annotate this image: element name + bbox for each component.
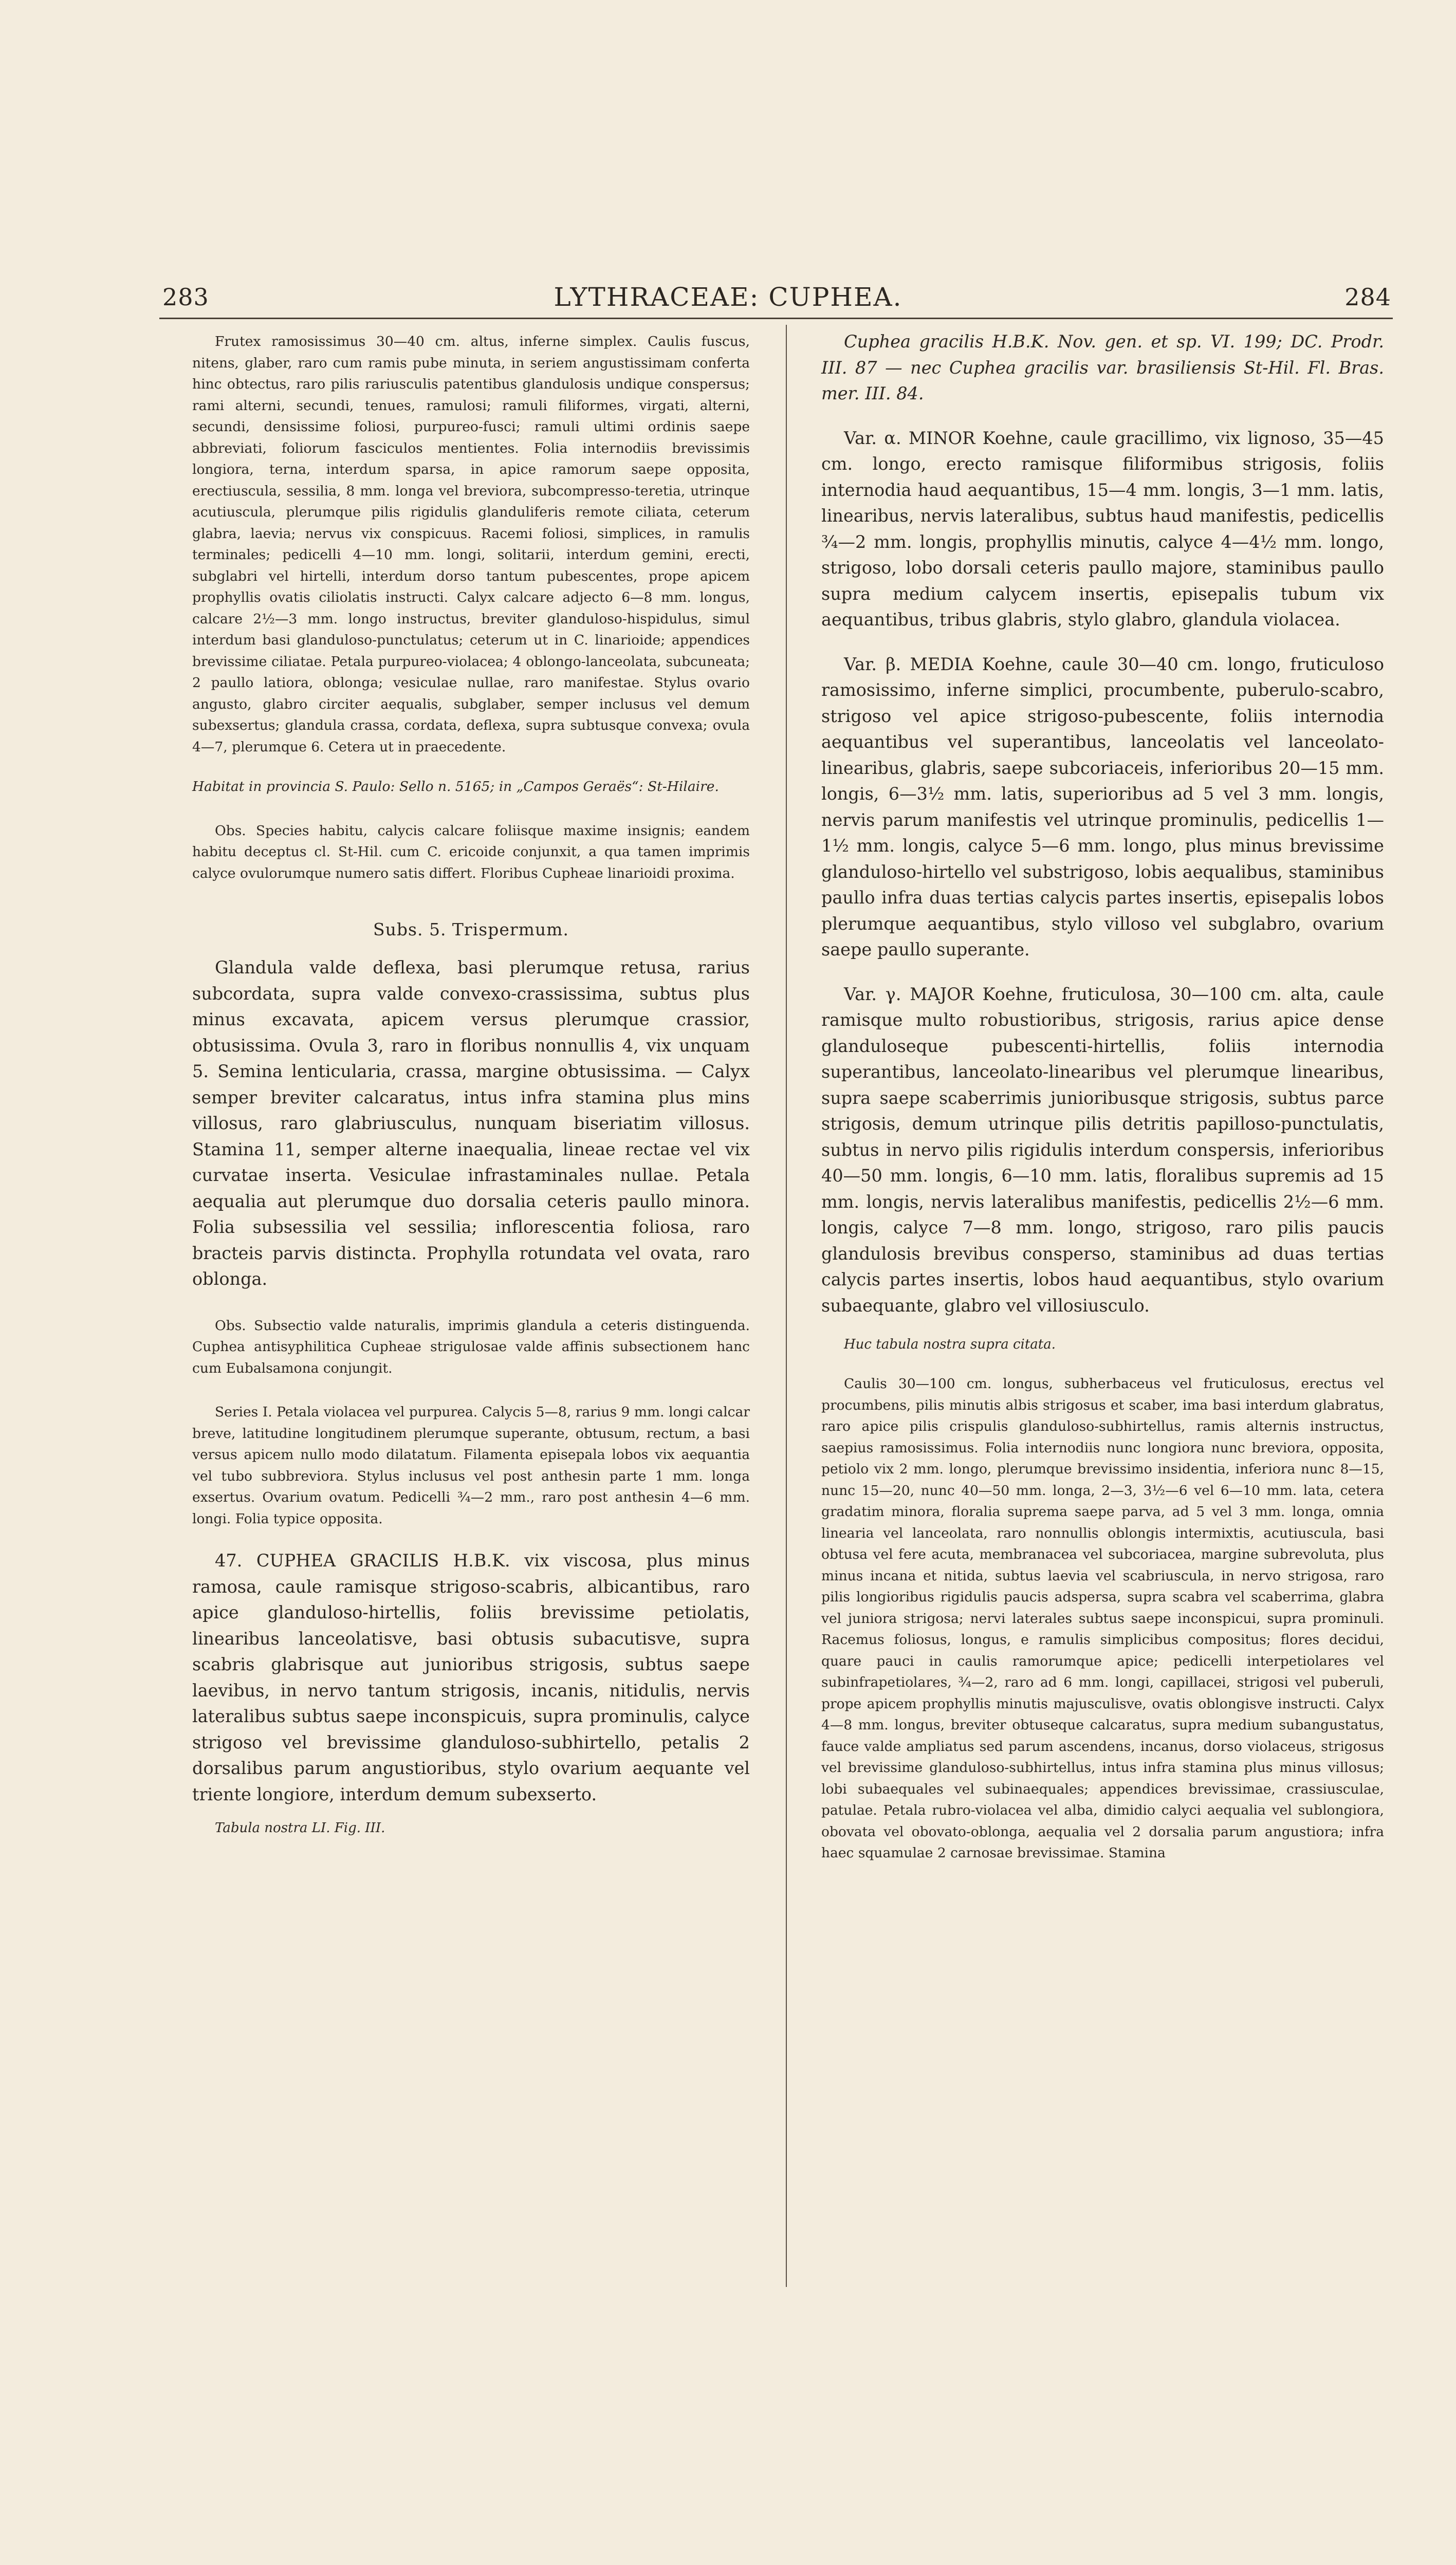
subsection-observation: Obs. Subsectio valde naturalis, imprimis glandula a ceteris distinguenda. Cuphea antisyphilitica Cupheae strigulosae valde affinis subsectionem hanc cum Eubalsamona conjungit. (192, 1317, 750, 1376)
page-number-right: 284 (1344, 283, 1391, 311)
header-rule (159, 318, 1393, 319)
general-description: Caulis 30—100 cm. longus, subherbaceus vel fruticulosus, erectus vel procumbens, pilis minutis albis strigosus et scaber, ima basi interdum glabratus, raro apice pilis crispulis glanduloso-subhirtellus, ramis alternis instructus, saepius ramosissimus. Folia internodiis nunc longiora nunc breviora, opposita, petiolo vix 2 mm. longo, plerumque brevissimo insidentia, inferiora nunc 8—15, nunc 15—20, nunc 40—50 mm. longa, 2—3, 3½—6 vel 6—10 mm. lata, cetera gradatim minora, floralia suprema saepe parva, ad 5 vel 3 mm. longa, omnia linearia vel lanceolata, raro nonnullis oblongis intermixtis, acutiuscula, basi obtusa vel fere acuta, membranacea vel subcoriacea, margine subrevoluta, plus minus incana et nitida, subtus laevia vel scabriuscula, in nervo strigosa, raro pilis longioribus rigidulis paucis adspersa, supra scabra vel scaberrima, glabra vel juniora strigosa; nervi laterales subtus saepe inconspicui, supra prominuli. Racemus foliosus, longus, e ramulis simplicibus compositus; flores decidui, quare pauci in caulis ramorumque apice; pedicelli interpetiolares vel subinfrapetiolares, ¾—2, raro ad 6 mm. longi, capillacei, strigosi vel puberuli, prope apicem prophyllis minutis majusculisve, ovatis oblongisve instructi. Calyx 4—8 mm. longus, breviter obtuseque calcaratus, supra medium subangustatus, fauce valde ampliatus sed parum ascendens, incanus, dorso violaceus, strigosus vel brevissime glanduloso-subhirtellus, intus infra stamina plus minus villosus; lobi subaequales vel subinaequales; appendices brevissimae, crassiusculae, patulae. Petala rubro-violacea vel alba, dimidio calyci aequalia vel sublongiora, obovata vel obovato-oblonga, aequalia vel 2 dorsalia parum angustiora; infra haec squamulae 2 carnosae brevissimae. Stamina (821, 1376, 1384, 1861)
species-diagnosis: 47. CUPHEA GRACILIS H.B.K. vix viscosa, plus minus ramosa, caule ramisque strigoso-scabris, albicantibus, raro apice glanduloso-hirtellis, foliis brevissime petiolatis, linearibus lanceolatisve, basi obtusis subacutisve, supra scabris glabrisque aut junioribus strigosis, subtus saepe laevibus, in nervo tantum strigosis, incanis, nitidulis, nervis lateralibus subtus saepe inconspicuis, supra prominulis, calyce strigoso vel brevissime glanduloso-subhirtello, petalis 2 dorsalibus parum angustioribus, stylo ovarium aequante vel triente longiore, interdum demum subexserto. (192, 1551, 750, 1804)
habitat-note: Habitat in provincia S. Paulo: Sello n. 5165; in „Campos Geraës“: St-Hilaire. (192, 779, 719, 795)
subsection-heading: Subs. 5. Trispermum. (373, 919, 569, 939)
page-number-left: 283 (162, 283, 209, 311)
column-divider (786, 325, 787, 2287)
variety-gamma: Var. γ. MAJOR Koehne, fruticulosa, 30—100 cm. alta, caule ramisque multo robustioribus, strigosis, rarius apice dense glanduloseque pubescenti-hirtellis, foliis internodia superantibus, lanceolato-linearibus vel plerumque linearibus, supra saepe scaberrimis junioribusque strigosis, subtus parce strigosis, demum utrinque pilis detritis papilloso-punctulatis, subtus in nervo pilis rigidulis interdum conspersis, inferioribus 40—50 mm. longis, 6—10 mm. latis, floralibus supremis ad 15 mm. longis, nervis lateralibus manifestis, pedicellis 2½—6 mm. longis, calyce 7—8 mm. longo, strigoso, raro pilis paucis glandulosis brevibus consperso, staminibus ad duas tertias calycis partes insertis, lobos haud aequantibus, stylo ovarium subaequante, glabro vel villosiusculo. (821, 984, 1384, 1316)
series-description: Series I. Petala violacea vel purpurea. Calycis 5—8, rarius 9 mm. longi calcar breve, latitudine longitudinem plerumque superante, obtusum, rectum, a basi versus apicem nullo modo dilatatum. Filamenta episepala lobos vix aequantia vel tubo subbreviora. Stylus inclusus vel post anthesin parte 1 mm. longa exsertus. Ovarium ovatum. Pedicelli ¾—2 mm., raro post anthesin 4—6 mm. longi. Folia typice opposita. (192, 1404, 750, 1527)
species-description: Frutex ramosissimus 30—40 cm. altus, inferne simplex. Caulis fuscus, nitens, glaber, raro cum ramis pube minuta, in seriem angustissimam conferta hinc obtectus, raro pilis rariusculis patentibus glandulosis undique conspersus; rami alterni, secundi, tenues, ramulosi; ramuli filiformes, virgati, alterni, secundi, densissime foliosi, purpureo-fusci; ramuli ultimi ordinis saepe abbreviati, foliorum fasciculos mentientes. Folia internodiis brevissimis longiora, terna, interdum sparsa, in apice ramorum saepe opposita, erectiuscula, sessilia, 8 mm. longa vel breviora, subcompresso-teretia, utrinque acutiuscula, plerumque pilis rigidulis glanduliferis remote ciliata, ceterum glabra, laevia; nervus vix conspicuus. Racemi foliosi, simplices, in ramulis terminales; pedicelli 4—10 mm. longi, solitarii, interdum gemini, erecti, subglabri vel hirtelli, interdum dorso tantum pubescentes, prope apicem prophyllis ovatis ciliolatis instructi. Calyx calcare adjecto 6—8 mm. longus, calcare 2½—3 mm. longo instructus, breviter glanduloso-hispidulus, simul interdum basi glanduloso-punctulatus; ceterum ut in C. linarioide; appendices brevissime ciliatae. Petala purpureo-violacea; 4 oblongo-lanceolata, subcuneata; 2 paullo latiora, oblonga; vesiculae nullae, raro manifestae. Stylus ovario angusto, glabro circiter aequalis, subglaber, semper inclusus vel demum subexsertus; glandula crassa, cordata, deflexa, supra subtusque convexa; ovula 4—7, plerumque 6. Cetera ut in praecedente. (192, 334, 750, 755)
right-column (821, 329, 1384, 1864)
variety-alpha: Var. α. MINOR Koehne, caule gracillimo, vix lignoso, 35—45 cm. longo, erecto ramisque filiformibus strigosis, foliis internodia haud aequantibus, 15—4 mm. longis, 3—1 mm. latis, linearibus, nervis lateralibus, subtus haud manifestis, pedicellis ¾—2 mm. longis, prophyllis minutis, calyce 4—4½ mm. longo, strigoso, lobo dorsali ceteris paullo majore, staminibus paullo supra medium calycem insertis, episepalis tubum vix aequantibus, tribus glabris, stylo glabro, glandula violacea. (821, 428, 1384, 630)
synonymy: Cuphea gracilis H.B.K. Nov. gen. et sp. VI. 199; DC. Prodr. III. 87 — nec Cuphea gracilis var. brasiliensis St-Hil. Fl. Bras. mer. III. 84. (821, 331, 1384, 403)
left-column (192, 329, 750, 1838)
plate-note: Huc tabula nostra supra citata. (844, 1337, 1056, 1352)
variety-beta: Var. β. MEDIA Koehne, caule 30—40 cm. longo, fruticuloso ramosissimo, inferne simplici, procumbente, puberulo-scabro, strigoso vel apice strigoso-pubescente, foliis internodia aequantibus vel superantibus, lanceolatis vel lanceolato-linearibus, glabris, saepe subcoriaceis, inferioribus 20—15 mm. longis, 6—3½ mm. latis, superioribus ad 5 vel 3 mm. longis, nervis parum manifestis vel utrinque prominulis, pedicellis 1—1½ mm. longis, calyce 5—6 mm. longo, plus minus brevissime glanduloso-hirtello vel substrigoso, lobis aequalibus, staminibus paullo infra duas tertias calycis partes insertis, episepalis lobos plerumque aequantibus, stylo villoso vel subglabro, ovarium saepe paullo superante. (821, 654, 1384, 959)
running-title: LYTHRACEAE: CUPHEA. (554, 282, 902, 312)
observation-note: Obs. Species habitu, calycis calcare foliisque maxime insignis; eandem habitu deceptus cl. St-Hil. cum C. ericoide conjunxit, a qua tamen imprimis calyce ovulorumque numero satis differt. Floribus Cupheae linarioidi proxima. (192, 822, 750, 881)
plate-reference: Tabula nostra LI. Fig. III. (215, 1820, 385, 1836)
subsection-text: Glandula valde deflexa, basi plerumque retusa, rarius subcordata, supra valde convexo-crassissima, subtus plus minus excavata, apicem versus plerumque crassior, obtusissima. Ovula 3, raro in floribus nonnullis 4, vix unquam 5. Semina lenticularia, crassa, margine obtusissima. — Calyx semper breviter calcaratus, intus infra stamina plus mins villosus, raro glabriusculus, nunquam biseriatim villosus. Stamina 11, semper alterne inaequalia, lineae rectae vel vix curvatae inserta. Vesiculae infrastaminales nullae. Petala aequalia aut plerumque duo dorsalia ceteris paullo minora. Folia subsessilia vel sessilia; inflorescentia foliosa, raro bracteis parvis distincta. Prophylla rotundata vel ovata, raro oblonga. (192, 957, 750, 1289)
